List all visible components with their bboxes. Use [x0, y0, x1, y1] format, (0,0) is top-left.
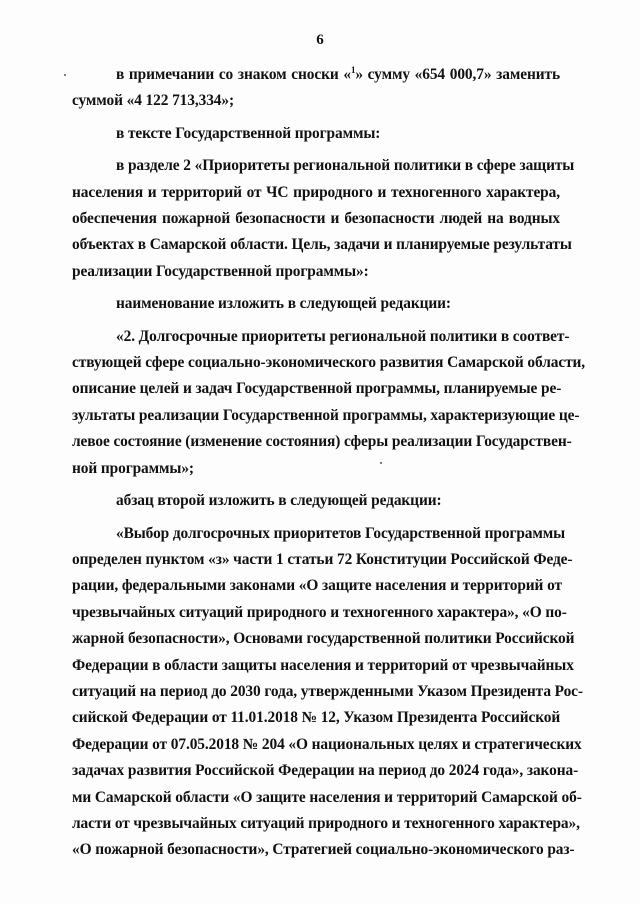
text-line: рации, федеральными законами «О защите населения и территорий от [72, 577, 562, 595]
text-line: населения и территорий от ЧС природного и техногенного характера, [72, 183, 560, 201]
text-fragment: в примечании со знаком сноски « [116, 66, 351, 83]
text-line: объектах в Самарской области. Цель, задачи и планируемые результаты [72, 236, 572, 254]
text-line: чрезвычайных ситуаций природного и техногенного характера», «О по- [72, 603, 567, 621]
paragraph-program-text: в тексте Государственной программы: [116, 124, 381, 142]
footnote-mark: 1 [350, 65, 356, 75]
paragraph-title-instruction: наименование изложить в следующей редакции: [116, 295, 451, 313]
paragraph-new-title [72, 324, 586, 482]
text-line: зультаты реализации Государственной программы, характеризующие це- [72, 406, 580, 424]
text-line: «2. Долгосрочные приоритеты региональной политики в соответ- [116, 327, 570, 345]
text-line [72, 62, 560, 88]
text-line: ситуаций на период до 2030 года, утвержденными Указом Президента Рос- [72, 682, 583, 700]
text-line: определен пунктом «з» части 1 статьи 72 Конституции Российской Феде- [72, 550, 573, 568]
text-line: левое состояние (изменение состояния) сферы реализации Государствен- [72, 433, 572, 451]
text-line: «О пожарной безопасности», Стратегией социально-экономического раз- [72, 841, 575, 859]
text-line: ласти от чрезвычайных ситуаций природного и техногенного характера», [72, 814, 580, 832]
text-line: Федерации от 07.05.2018 № 204 «О национальных целях и стратегических [72, 735, 582, 753]
paragraph-section-2 [72, 153, 575, 285]
text-line: суммой «4 122 713,334»; [72, 92, 235, 110]
text-fragment: » сумму «654 000,7» заменить [355, 66, 560, 83]
text-line: ной программы»; [72, 459, 194, 477]
text-line: реализации Государственной программы»: [72, 262, 369, 280]
text-line: жарной безопасности», Основами государственной политики Российской [72, 630, 575, 648]
text-line: ми Самарской области «О защите населения и территорий Самарской об- [72, 788, 582, 806]
text-line: описание целей и задач Государственной программы, планируемые ре- [72, 380, 562, 398]
text-line: Федерации в области защиты населения и территорий от чрезвычайных [72, 656, 574, 674]
text-line: сийской Федерации от 11.01.2018 № 12, Указом Президента Российской [72, 709, 561, 727]
text-line: задачах развития Российской Федерации на период до 2024 года», закона- [72, 762, 579, 780]
document-body [72, 62, 586, 864]
text-line: в разделе 2 «Приоритеты региональной политики в сфере защиты [116, 157, 575, 175]
scan-speck [64, 74, 66, 76]
text-line: «Выбор долгосрочных приоритетов Государственной программы [116, 524, 566, 542]
paragraph-second-abzac-instruction: абзац второй изложить в следующей редакции: [116, 492, 442, 510]
text-line: обеспечения пожарной безопасности и безопасности людей на водных [72, 210, 560, 228]
paragraph-footnote-amount [72, 62, 560, 115]
paragraph-priorities-choice [72, 521, 583, 864]
page-number: 6 [316, 32, 324, 48]
text-line: ствующей сфере социально-экономического развития Самарской области, [72, 354, 586, 372]
